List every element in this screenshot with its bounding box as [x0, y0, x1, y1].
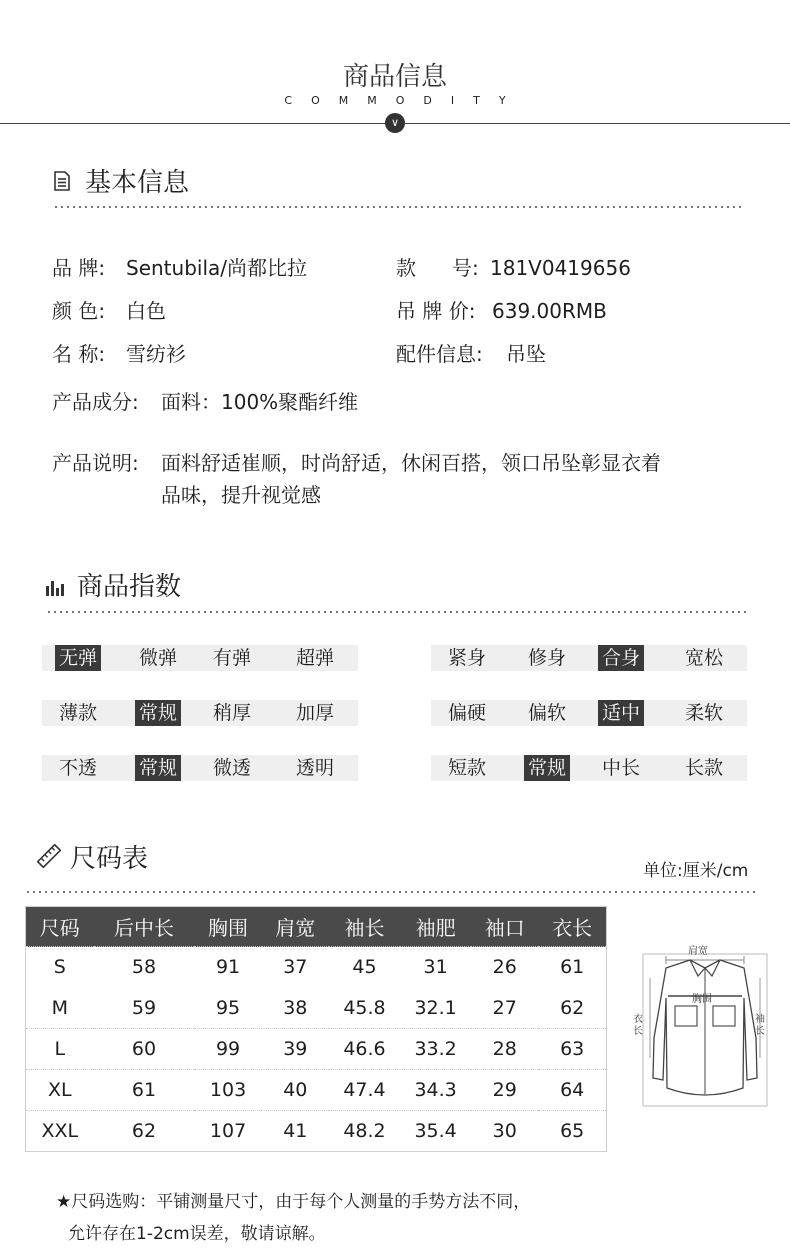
table-row	[26, 1111, 607, 1152]
accessory-label: 配件信息:	[396, 342, 483, 366]
table-cell: 48.2	[329, 1111, 400, 1152]
diagram-shoulder-label: 肩宽	[688, 946, 708, 957]
index-option: 适中	[598, 700, 644, 726]
table-cell: 58	[94, 947, 195, 988]
section-divider	[25, 891, 755, 893]
table-header-cell: 袖口	[471, 907, 538, 947]
table-header-cell: 后中长	[94, 907, 195, 947]
table-row	[26, 1029, 607, 1070]
table-cell: 61	[94, 1070, 195, 1111]
table-cell: 37	[262, 947, 329, 988]
index-option: 柔软	[684, 702, 723, 724]
index-option: 偏软	[527, 702, 566, 724]
index-group	[431, 700, 747, 726]
table-cell: 60	[94, 1029, 195, 1070]
table-cell: 62	[94, 1111, 195, 1152]
table-cell: 107	[194, 1111, 261, 1152]
color-value: 白色	[126, 299, 166, 323]
size-note-line-1: ★尺码选购：平铺测量尺寸，由于每个人测量的手势方法不同，	[56, 1192, 531, 1212]
description-label: 产品说明:	[52, 451, 139, 475]
index-group	[42, 700, 358, 726]
table-header-cell: 肩宽	[262, 907, 329, 947]
index-option: 无弹	[55, 645, 101, 671]
color-row	[52, 295, 166, 324]
index-option: 微透	[212, 757, 251, 779]
table-cell: 27	[492, 996, 517, 1019]
table-cell: 34.3	[400, 1070, 471, 1111]
table-cell: 62	[560, 996, 585, 1019]
size-note-line-2: 允许存在1-2cm误差，敬请谅解。	[68, 1224, 326, 1244]
table-header-row	[26, 907, 607, 947]
style-row	[396, 252, 631, 281]
table-cell: 64	[538, 1070, 606, 1111]
table-cell: 29	[471, 1070, 538, 1111]
index-option: 短款	[447, 757, 486, 779]
table-cell: 35.4	[400, 1111, 471, 1152]
name-label: 名 称:	[52, 342, 106, 366]
index-option: 宽松	[684, 647, 723, 669]
price-value: 639.00RMB	[492, 299, 607, 323]
table-cell: 95	[215, 996, 241, 1019]
table-header-cell: 胸围	[194, 907, 261, 947]
table-cell: 33.2	[400, 1029, 471, 1070]
table-header-cell: 衣长	[538, 907, 606, 947]
description-line-2: 品味，提升视觉感	[161, 483, 321, 507]
table-cell: 65	[538, 1111, 606, 1152]
accessory-value: 吊坠	[506, 342, 546, 366]
diagram-sleeve-label: 袖长	[755, 1014, 765, 1037]
name-value: 雪纺衫	[126, 342, 186, 366]
table-cell: L	[26, 1029, 94, 1070]
diagram-chest-label: 胸围	[692, 994, 712, 1005]
section-divider	[53, 206, 743, 208]
table-cell: 59	[131, 996, 157, 1019]
index-option: 不透	[58, 757, 97, 779]
composition-label: 产品成分:	[52, 390, 139, 414]
price-row	[396, 295, 607, 324]
page-subtitle: COMMODITY	[284, 94, 525, 107]
color-label: 颜 色:	[52, 299, 106, 323]
size-chart-title: 尺码表	[70, 844, 149, 874]
table-cell: 91	[194, 947, 261, 988]
index-option: 加厚	[295, 702, 334, 724]
index-group	[42, 755, 358, 781]
brand-value: Sentubila/尚都比拉	[126, 256, 307, 280]
basic-info-title: 基本信息	[85, 168, 190, 198]
table-row	[26, 1070, 607, 1111]
table-cell: XL	[26, 1070, 94, 1111]
composition-value: 面料：100%聚酯纤维	[161, 390, 359, 414]
price-label: 吊 牌 价:	[396, 299, 476, 323]
index-option: 常规	[135, 700, 181, 726]
style-label: 款 号:	[396, 256, 479, 280]
table-header-cell: 尺码	[26, 907, 94, 947]
table-cell: 61	[538, 947, 606, 988]
index-option: 常规	[524, 755, 570, 781]
style-value: 181V0419656	[490, 256, 631, 280]
table-cell: 99	[194, 1029, 261, 1070]
brand-label: 品 牌:	[52, 256, 106, 280]
table-header-cell: 袖肥	[400, 907, 471, 947]
table-cell: M	[51, 996, 68, 1019]
table-cell: XXL	[26, 1111, 94, 1152]
table-cell: 47.4	[329, 1070, 400, 1111]
index-option: 超弹	[295, 647, 334, 669]
index-option: 偏硬	[447, 702, 486, 724]
diagram-length-label: 衣长	[633, 1014, 643, 1037]
table-cell: 41	[262, 1111, 329, 1152]
table-cell: 63	[538, 1029, 606, 1070]
table-cell: S	[26, 947, 94, 988]
index-option: 透明	[295, 757, 334, 779]
name-row	[52, 338, 186, 367]
description-line-1: 面料舒适崔顺，时尚舒适，休闲百搭，领口吊坠彰显衣着	[161, 451, 661, 475]
table-cell: 31	[400, 947, 471, 988]
table-row	[26, 988, 607, 1029]
chevron-down-icon: ∨	[385, 113, 405, 133]
table-cell: 30	[471, 1111, 538, 1152]
composition-row	[52, 386, 358, 415]
table-cell: 45.8	[343, 996, 386, 1019]
unit-label: 单位:厘米/cm	[643, 861, 749, 881]
brand-row	[52, 252, 307, 281]
index-option: 长款	[684, 757, 723, 779]
table-cell: 32.1	[414, 996, 457, 1019]
index-option: 有弹	[212, 647, 251, 669]
index-option: 常规	[135, 755, 181, 781]
table-cell: 39	[262, 1029, 329, 1070]
page-title: 商品信息	[342, 62, 447, 92]
table-cell: 45	[329, 947, 400, 988]
table-cell: 40	[262, 1070, 329, 1111]
index-option: 微弹	[138, 647, 177, 669]
table-header-cell: 袖长	[329, 907, 400, 947]
garment-diagram	[630, 938, 780, 1108]
index-group	[431, 645, 747, 671]
table-cell: 103	[194, 1070, 261, 1111]
index-option: 稍厚	[212, 702, 251, 724]
accessory-row	[396, 338, 546, 367]
index-option: 合身	[598, 645, 644, 671]
size-table	[25, 906, 607, 1152]
index-option: 紧身	[447, 647, 486, 669]
index-option: 中长	[601, 757, 640, 779]
document-icon	[53, 171, 71, 191]
ruler-icon	[37, 844, 61, 868]
section-divider	[46, 611, 749, 613]
table-cell: 46.6	[329, 1029, 400, 1070]
description-row	[52, 447, 661, 476]
bar-chart-icon	[45, 578, 65, 596]
index-group	[42, 645, 358, 671]
index-title: 商品指数	[77, 572, 182, 602]
table-cell: 38	[283, 996, 308, 1019]
table-cell: 28	[471, 1029, 538, 1070]
index-option: 修身	[527, 647, 566, 669]
table-row	[26, 947, 607, 988]
table-cell: 26	[471, 947, 538, 988]
index-group	[431, 755, 747, 781]
index-option: 薄款	[58, 702, 97, 724]
